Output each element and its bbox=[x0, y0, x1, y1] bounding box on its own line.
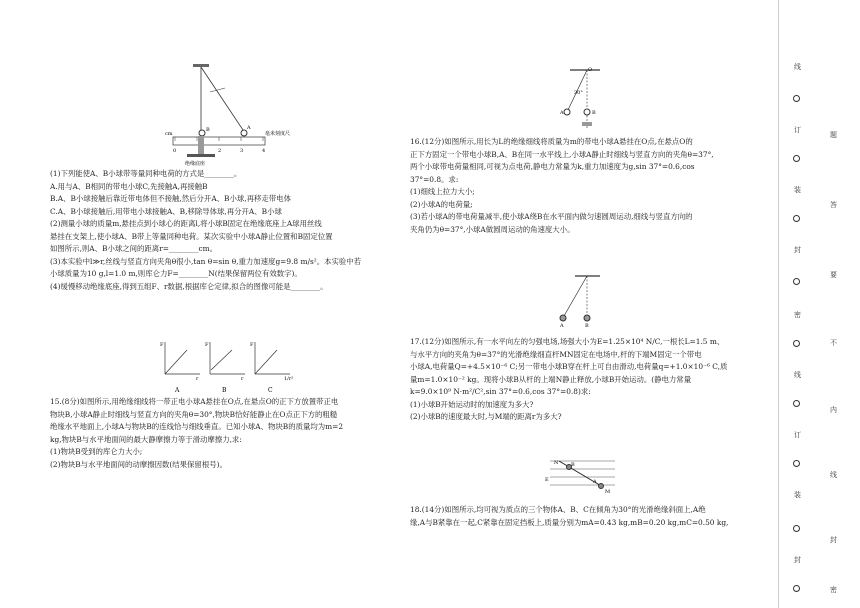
seal-circle bbox=[793, 278, 800, 285]
q14-line-7: (4)缓慢移动绝缘底座,得到五组F、r数据,根据库仑定律,拟合的图像可能是________。 bbox=[50, 281, 328, 291]
seal-char-9: 封 bbox=[794, 556, 801, 564]
graph-label-a: A bbox=[175, 387, 180, 394]
q17-part-1: (1)小球B开始运动时的加速度为多大? bbox=[410, 399, 534, 409]
ball-a-label: A bbox=[247, 125, 251, 131]
q14-line-1: (1)下列能使A、B小球带等量同种电荷的方式是________。 bbox=[50, 169, 242, 178]
notice-char-1: 题 bbox=[830, 131, 837, 139]
seal-circle bbox=[793, 155, 800, 162]
q14-line-5: (3)本实验中l≫r,丝线与竖直方向夹角θ很小,tan θ=sin θ,重力加速度g=9.8 m/s²。本实验中若 bbox=[50, 256, 362, 266]
q16-line-3: 两个小球带电荷量相同,可视为点电荷,静电力常量为k,重力加速度为g,sin 37°=0.6,cos bbox=[410, 162, 695, 171]
graph-a-y: F bbox=[160, 342, 164, 348]
tick-3: 3 bbox=[240, 148, 244, 154]
ball-b-label: B bbox=[206, 127, 210, 133]
q16-figure bbox=[560, 66, 610, 132]
q16-label-b: B bbox=[592, 110, 596, 116]
notice-char-7: 封 bbox=[830, 536, 837, 544]
notice-char-2: 答 bbox=[830, 201, 837, 209]
seal-circle bbox=[793, 215, 800, 222]
q17-part-2: (2)小球B的速度最大时,与M端的距离r为多大? bbox=[410, 412, 562, 421]
q14-option-c: C.A、B小球接触后,用带电小球接触A、B,移除导体球,再分开A、B小球 bbox=[50, 206, 282, 216]
q17-line-1: 17.(12分)如图所示,有一水平向左的匀强电场,场强大小为E=1.25×10⁴ N/C,一根长L=1.5 m、 bbox=[410, 337, 725, 346]
coulomb-apparatus-figure bbox=[165, 62, 291, 167]
seal-circle bbox=[793, 95, 800, 102]
notice-char-8: 密 bbox=[830, 586, 837, 594]
q16b-label-a: A bbox=[560, 323, 564, 329]
q14-line-6: 小球质量为10 g,l=1.0 m,则库仑力F=________N(结果保留两位有效数字)。 bbox=[50, 269, 302, 278]
q18-line-1: 18.(14分)如图所示,均可视为质点的三个物体A、B、C在倾角为30°的光滑绝缘斜面上,A绝 bbox=[410, 505, 706, 514]
q16-part-2: (2)小球A的电荷量; bbox=[410, 199, 473, 209]
notice-char-4: 不 bbox=[830, 339, 837, 347]
q16-label-a: A bbox=[560, 110, 564, 116]
q14-option-a: A.用与A、B相同的带电小球C,先接触A,再接触B bbox=[50, 181, 208, 191]
graph-label-c: C bbox=[268, 387, 273, 394]
binding-margin bbox=[778, 0, 860, 608]
q17-figure bbox=[545, 455, 620, 497]
notice-char-3: 要 bbox=[830, 271, 837, 279]
q17-line-4: 量m=1.0×10⁻² kg。现将小球B从杆的上端N静止释放,小球B开始运动。(静电力常量 bbox=[410, 374, 692, 384]
q15-part-1: (1)物块B受到的库仑力大小; bbox=[50, 447, 143, 456]
seal-circle bbox=[793, 340, 800, 347]
option-graphs-figure bbox=[160, 340, 295, 395]
seal-circle bbox=[793, 585, 800, 592]
tick-4: 4 bbox=[262, 148, 266, 154]
binding-line bbox=[778, 0, 779, 608]
q15-line-1: 15.(8分)如图所示,用绝缘细线将一带正电小球A悬挂在O点,在悬点O的正下方放置带正电 bbox=[50, 397, 339, 406]
seal-char-6: 线 bbox=[794, 371, 801, 379]
graph-label-b: B bbox=[222, 387, 227, 394]
q17-line-3: 小球A,电荷量Q=+4.5×10⁻⁶ C;另一带电小球B穿在杆上可自由滑动,电荷量q=+1.0×10⁻⁶ C,质 bbox=[410, 362, 728, 371]
seal-char-5: 密 bbox=[794, 311, 801, 319]
q17-label-n: N bbox=[554, 460, 559, 466]
q16-line-4: 37°=0.8。求: bbox=[410, 174, 459, 184]
q14-line-2: (2)测量小球的质量m,悬挂点到小球心的距离l,将小球B固定在绝缘底座上A球用丝线 bbox=[50, 219, 322, 228]
question-17 bbox=[410, 336, 755, 424]
graph-c-y: F bbox=[250, 342, 254, 348]
tick-0: 0 bbox=[173, 148, 177, 154]
q16-line-2: 正下方固定一个带电小球B,A、B在同一水平线上,小球A静止时细线与竖直方向的夹角θ=37°, bbox=[410, 149, 714, 159]
q16b-label-b: B bbox=[585, 323, 589, 329]
seal-circle bbox=[793, 525, 800, 532]
q16-label-o: O bbox=[588, 67, 593, 73]
q17-label-e: E bbox=[545, 477, 549, 483]
q15-line-4: kg,物块B与水平地面间的最大静摩擦力等于滑动摩擦力,求: bbox=[50, 434, 242, 444]
q14-line-3: 悬挂在支架上,使小球A、B带上等量同种电荷。某次实验中小球A静止位置和B固定位置 bbox=[50, 231, 333, 241]
graph-a-x: r bbox=[196, 376, 199, 382]
seal-char-8: 装 bbox=[794, 491, 801, 499]
q14-option-b: B.A、B小球接触后靠近带电体但不接触,然后分开A、B小球,再移走带电体 bbox=[50, 194, 291, 203]
notice-char-6: 线 bbox=[830, 471, 837, 479]
q15-line-2: 物块B,小球A静止时细线与竖直方向的夹角θ=30°,物块B恰好能静止在O点正下方的粗糙 bbox=[50, 409, 338, 419]
ruler-unit-label: cm bbox=[165, 131, 173, 137]
seal-char-1: 线 bbox=[794, 63, 801, 71]
seal-circle bbox=[793, 400, 800, 407]
question-18 bbox=[410, 504, 755, 529]
q16-part-3b: 夹角仍为θ=37°,小球A做圆周运动的角速度大小。 bbox=[410, 224, 575, 234]
seal-char-4: 封 bbox=[794, 246, 801, 254]
seal-char-7: 订 bbox=[794, 431, 801, 439]
q16-part-3: (3)若小球A的带电荷量减半,使小球A绕B在水平面内做匀速圆周运动,细线与竖直方向的 bbox=[410, 212, 693, 221]
q15-part-2: (2)物块B与水平地面间的动摩擦因数(结果保留根号)。 bbox=[50, 459, 227, 469]
q14-line-4: 如图所示,则A、B小球之间的距离r=________cm。 bbox=[50, 244, 218, 253]
q17-label-a: A bbox=[593, 479, 597, 485]
left-column bbox=[50, 168, 385, 293]
base-label: 绝缘底座 bbox=[185, 161, 206, 167]
q17-label-b: B bbox=[571, 462, 575, 468]
ruler-label: 毫米刻度尺 bbox=[265, 131, 291, 137]
q15-line-3: 绝缘水平地面上,小球A与物块B的连线恰与细线垂直。已知小球A、物块B的质量均为m=2 bbox=[50, 422, 344, 431]
seal-char-2: 订 bbox=[794, 126, 801, 134]
q16-part-1: (1)细线上拉力大小; bbox=[410, 187, 475, 196]
q16-label-angle: 30° bbox=[574, 90, 583, 96]
seal-circle bbox=[793, 460, 800, 467]
q17-label-m: M bbox=[605, 489, 611, 495]
q16-conical-figure bbox=[550, 272, 610, 328]
q17-line-2: 与水平方向的夹角为θ=37°的光滑绝缘细直杆MN固定在电场中,杆的下端M固定一个带电 bbox=[410, 349, 702, 359]
question-15 bbox=[50, 396, 385, 471]
q18-line-2: 缘,A与B紧靠在一起,C紧靠在固定挡板上,质量分别为mA=0.43 kg,mB=0.20 kg,mC=0.50 kg, bbox=[410, 517, 729, 527]
q16-line-1: 16.(12分)如图所示,用长为L的绝缘细线将质量为m的带电小球A悬挂在O点,在悬点O的 bbox=[410, 137, 693, 146]
graph-b-x: r bbox=[241, 376, 244, 382]
graph-b-y: F bbox=[205, 342, 209, 348]
tick-2: 2 bbox=[218, 148, 222, 154]
graph-c-x: 1/r² bbox=[284, 376, 294, 382]
q17-line-5: k=9.0×10⁹ N·m²/C²,sin 37°=0.6,cos 37°=0.8)求: bbox=[410, 387, 591, 396]
notice-char-5: 内 bbox=[830, 406, 837, 414]
question-16 bbox=[410, 136, 755, 236]
seal-char-3: 装 bbox=[794, 186, 801, 194]
